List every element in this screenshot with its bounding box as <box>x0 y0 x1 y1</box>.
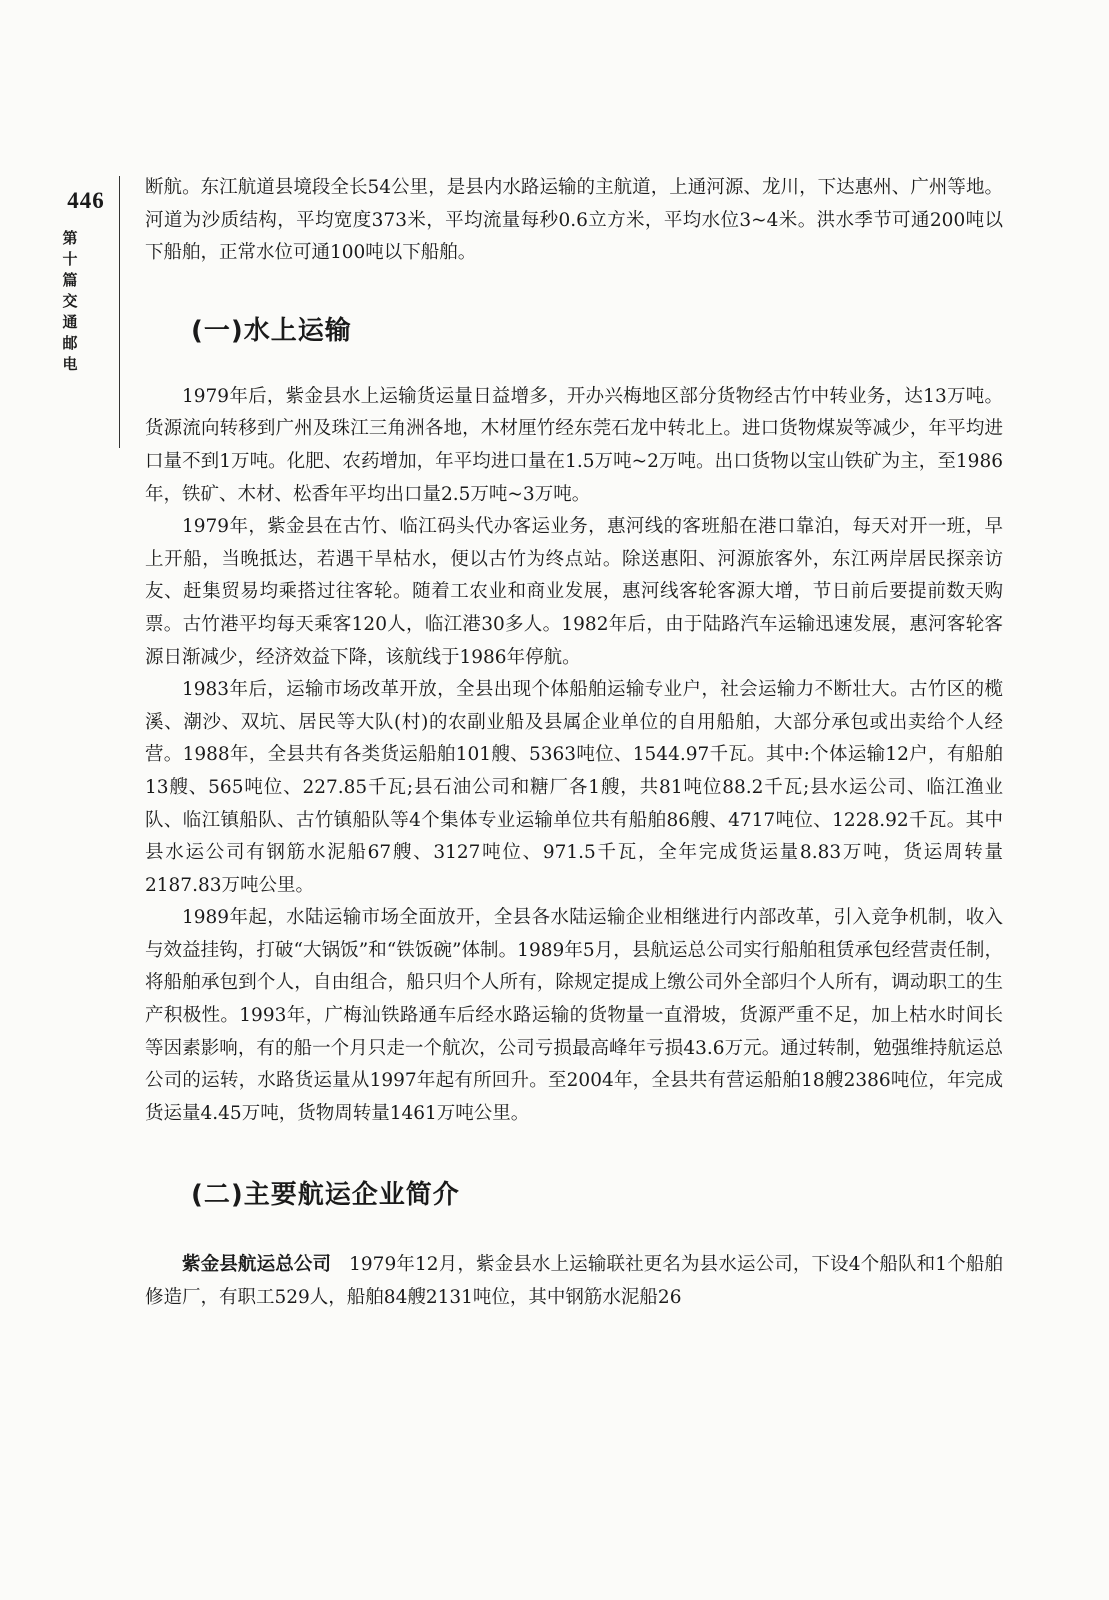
body-paragraph: 1979年，紫金县在古竹、临江码头代办客运业务，惠河线的客班船在港口靠泊，每天对开一班，早上开船，当晚抵达，若遇干旱枯水，便以古竹为终点站。除送惠阳、河源旅客外，东江两岸居民探亲访友、赶集贸易均乘搭过往客轮。随着工农业和商业发展，惠河线客轮客源大增，节日前后要提前数天购票。古竹港平均每天乘客120人，临江港30多人。1982年后，由于陆路汽车运输迅速发展，惠河客轮客源日渐减少，经济效益下降，该航线于1986年停航。 <box>145 516 1003 668</box>
section-label: 第十篇 交通 邮电 <box>62 229 78 373</box>
entry-text: 1979年12月，紫金县水上运输联社更名为县水运公司，下设4个船队和1个船舶修造厂，有职工529人，船舶84艘2131吨位，其中钢筋水泥船26 <box>145 1254 1003 1309</box>
page-body <box>145 172 1003 1315</box>
intro-paragraph: 断航。东江航道县境段全长54公里，是县内水路运输的主航道，上通河源、龙川，下达惠州、广州等地。河道为沙质结构，平均宽度373米，平均流量每秒0.6立方米，平均水位3~4米。洪水季节可通200吨以下船舶，正常水位可通100吨以下船舶。 <box>145 177 1003 264</box>
margin-divider <box>119 176 120 448</box>
entry-term: 紫金县航运总公司 <box>182 1254 332 1276</box>
page-margin <box>58 188 114 375</box>
body-paragraph: 1989年起，水陆运输市场全面放开，全县各水陆运输企业相继进行内部改革，引入竞争机制，收入与效益挂钩，打破“大锅饭”和“铁饭碗”体制。1989年5月，县航运总公司实行船舶租赁承包经营责任制，将船舶承包到个人，自由组合，船只归个人所有，除规定提成上缴公司外全部归个人所有，调动职工的生产积极性。1993年，广梅汕铁路通车后经水路运输的货物量一直滑坡，货源严重不足，加上枯水时间长等因素影响，有的船一个月只走一个航次，公司亏损最高峰年亏损43.6万元。通过转制，勉强维持航运总公司的运转，水路货运量从1997年起有所回升。至2004年，全县共有营运船舶18艘2386吨位，年完成货运量4.45万吨，货物周转量1461万吨公里。 <box>145 907 1003 1124</box>
page-number: 446 <box>67 188 105 213</box>
section-heading-shipping-enterprises: (二)主要航运企业简介 <box>191 1180 460 1211</box>
section-heading-water-transport: (一)水上运输 <box>191 315 352 346</box>
body-paragraph: 1983年后，运输市场改革开放，全县出现个体船舶运输专业户，社会运输力不断壮大。古竹区的榄溪、潮沙、双坑、居民等大队(村)的农副业船及县属企业单位的自用船舶，大部分承包或出卖给个人经营。1988年，全县共有各类货运船舶101艘、5363吨位、1544.97千瓦。其中:个体运输12户，有船舶13艘、565吨位、227.85千瓦;县石油公司和糖厂各1艘，共81吨位88.2千瓦;县水运公司、临江渔业队、临江镇船队、古竹镇船队等4个集体专业运输单位共有船舶86艘、4717吨位、1228.92千瓦。其中县水运公司有钢筋水泥船67艘、3127吨位、971.5千瓦，全年完成货运量8.83万吨，货运周转量2187.83万吨公里。 <box>145 679 1003 896</box>
body-paragraph: 1979年后，紫金县水上运输货运量日益增多，开办兴梅地区部分货物经古竹中转业务，达13万吨。货源流向转移到广州及珠江三角洲各地，木材厘竹经东莞石龙中转北上。进口货物煤炭等减少，年平均进口量不到1万吨。化肥、农药增加，年平均进口量在1.5万吨~2万吨。出口货物以宝山铁矿为主，至1986年，铁矿、木材、松香年平均出口量2.5万吨~3万吨。 <box>145 385 1003 505</box>
entry-paragraph <box>145 1249 1003 1314</box>
